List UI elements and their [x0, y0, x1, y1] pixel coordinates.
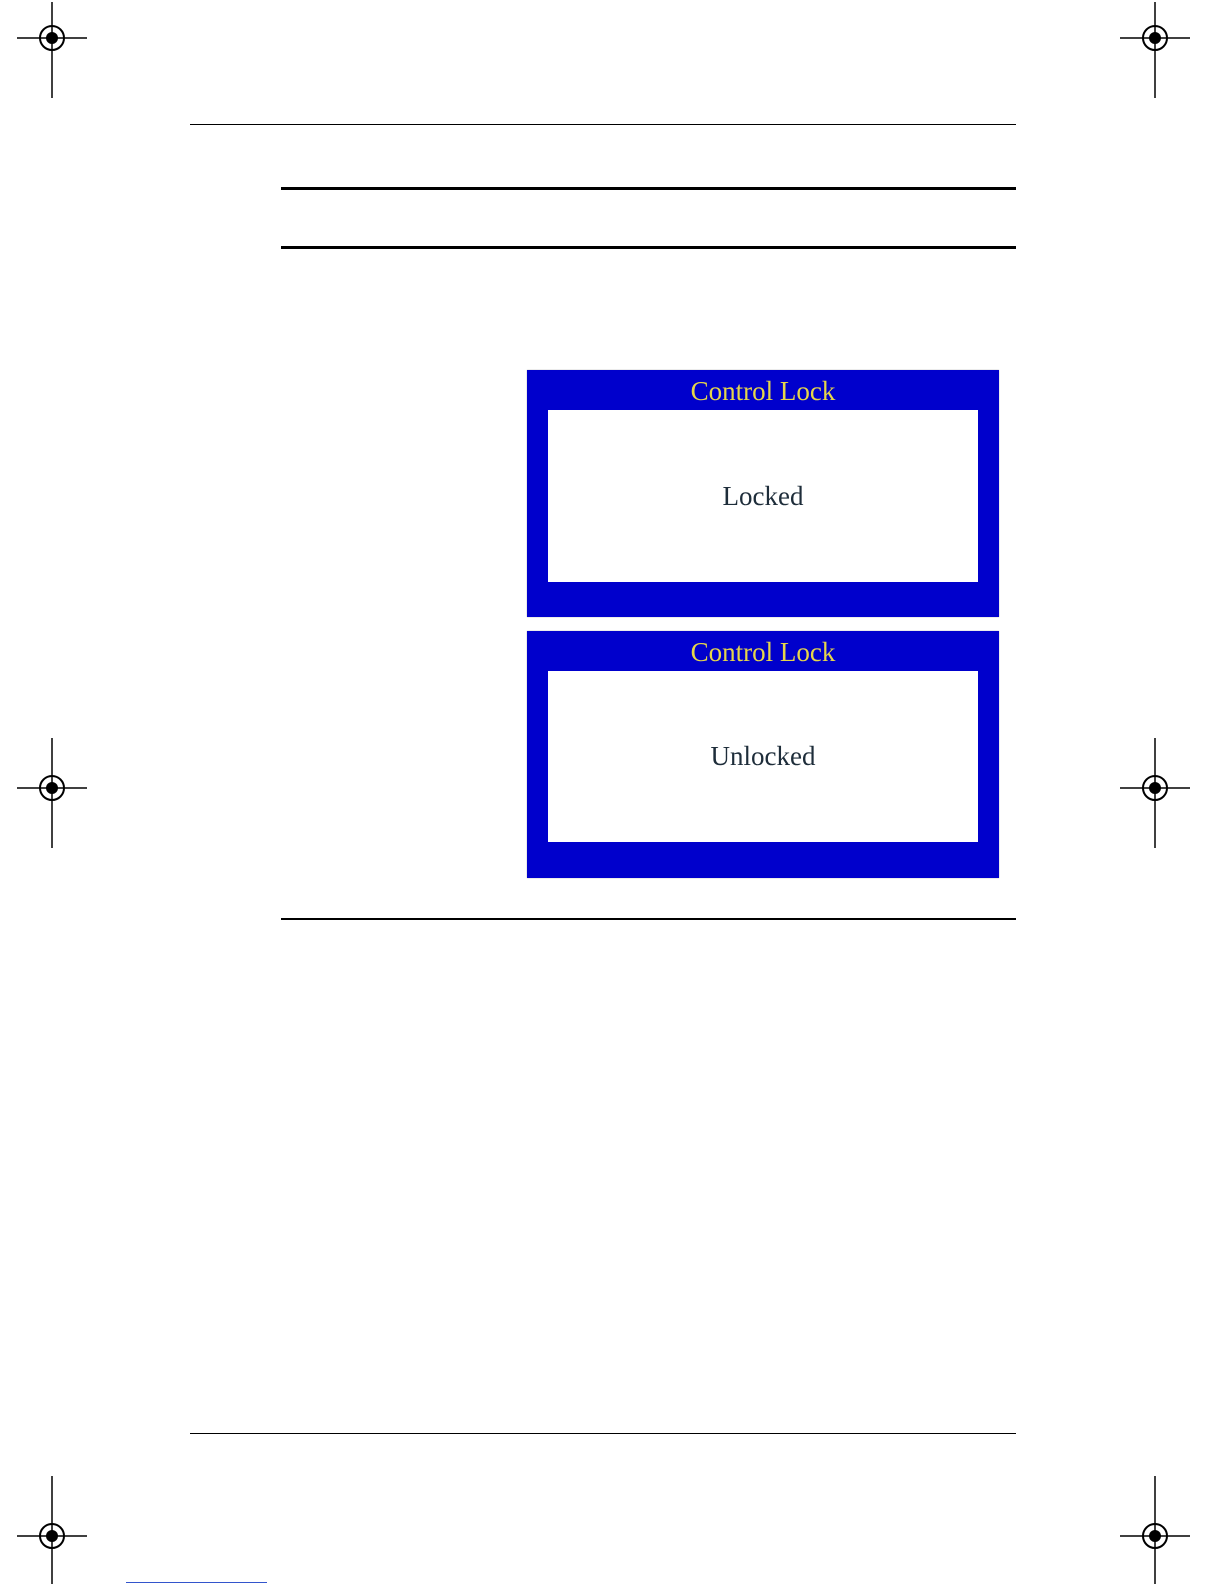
table-top-rule: [281, 187, 1016, 190]
registration-mark-icon: [17, 1476, 87, 1572]
osd-status-box: [548, 410, 978, 582]
registration-mark-icon: [1120, 1476, 1190, 1572]
registration-mark-icon: [17, 2, 87, 98]
osd-title: Control Lock: [690, 637, 836, 667]
osd-title: Control Lock: [690, 376, 836, 406]
osd-status-text: Locked: [722, 480, 804, 511]
footer-rule: [190, 1433, 1016, 1434]
table-header-rule: [281, 246, 1016, 249]
registration-mark-icon: [17, 738, 87, 834]
table-bottom-rule: [281, 918, 1016, 920]
registration-mark-icon: [1120, 738, 1190, 834]
registration-mark-icon: [1120, 2, 1190, 98]
osd-panel-unlocked: [527, 631, 999, 878]
osd-status-box: [548, 671, 978, 842]
header-rule: [190, 124, 1016, 125]
osd-status-text: Unlocked: [710, 741, 816, 771]
osd-panel-locked: [527, 370, 999, 617]
